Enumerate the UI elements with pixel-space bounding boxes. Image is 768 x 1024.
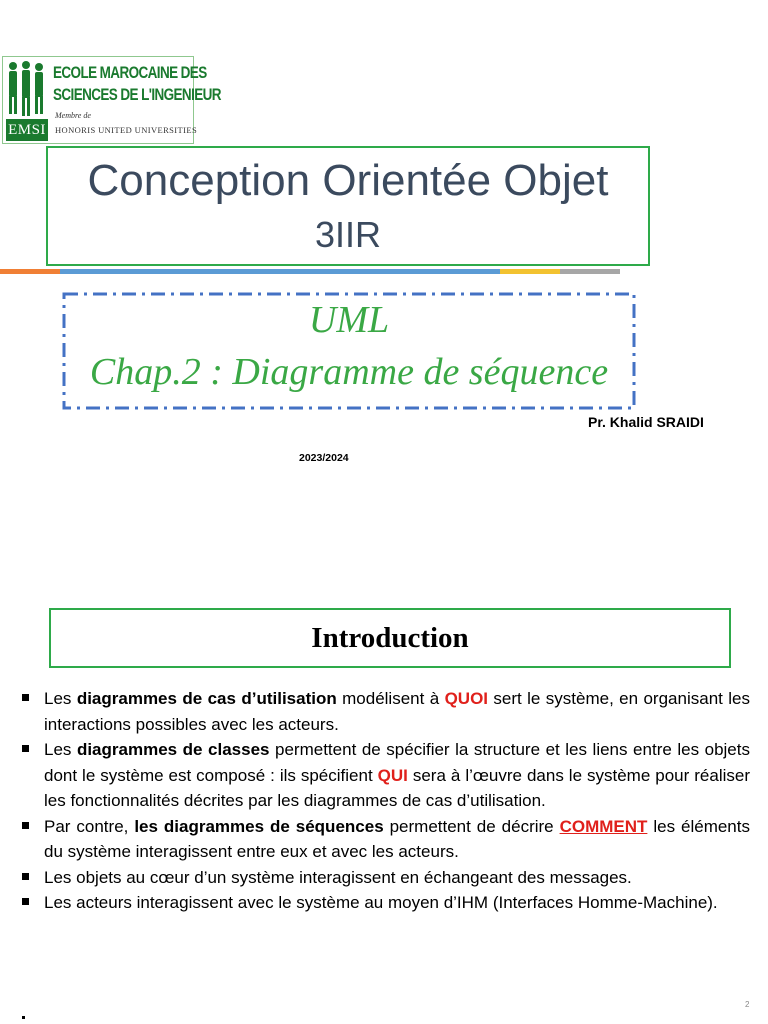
text-segment: les éléments du système interagissent entre eux et avec les acteurs.: [44, 816, 750, 861]
keyword-comment: COMMENT: [559, 816, 648, 836]
text-segment: Les acteurs interagissent avec le système au moyen d’IHM (Interfaces Homme-Machine).: [44, 893, 718, 912]
chapter-title-box: [62, 292, 636, 410]
uml-heading: UML: [308, 299, 390, 341]
text-segment: permettent de décrire: [383, 816, 560, 836]
keyword-qui: QUI: [377, 765, 408, 785]
bar-segment-blue: [60, 269, 500, 274]
text-segment: Les: [44, 740, 77, 759]
introduction-heading-box: [49, 608, 731, 668]
square-bullet-icon: [22, 873, 29, 880]
square-bullet-icon: [22, 745, 29, 752]
course-title: Conception Orientée Objet: [87, 156, 609, 205]
bold-term: les diagrammes de séquences: [134, 816, 384, 836]
list-item: [22, 865, 750, 891]
logo-school-name-line2: SCIENCES DE L'INGENIEUR: [53, 85, 221, 104]
author-name: Pr. Khalid SRAIDI: [588, 414, 704, 430]
bold-term: diagrammes de cas d’utilisation: [76, 689, 337, 708]
small-dot: [22, 1016, 25, 1019]
keyword-quoi: QUOI: [444, 689, 489, 708]
people-figures-icon: [6, 60, 46, 118]
text-segment: permettent de spécifier la structure et les liens entre les objets dont le système est composé : ils spécifient: [44, 740, 750, 785]
text-segment: sert le système, en organisant les interactions possibles avec les acteurs.: [44, 689, 750, 734]
course-level: 3IIR: [314, 214, 382, 255]
list-item: [22, 814, 750, 865]
emsi-badge: EMSI: [6, 119, 48, 141]
text-segment: Les objets au cœur d’un système interagissent en échangeant des messages.: [44, 867, 632, 887]
chapter-heading: Chap.2 : Diagramme de séquence: [89, 351, 609, 393]
school-logo: [2, 56, 221, 144]
introduction-title: Introduction: [311, 622, 469, 654]
square-bullet-icon: [22, 898, 29, 905]
text-segment: Les: [44, 689, 77, 708]
bar-segment-gray: [560, 269, 620, 274]
bar-segment-orange: [0, 269, 60, 274]
logo-honoris-text: HONORIS UNITED UNIVERSITIES: [55, 125, 198, 135]
list-item: [22, 737, 750, 814]
text-segment: Par contre,: [44, 816, 135, 836]
bold-term: diagrammes de classes: [76, 740, 270, 759]
list-item: [22, 686, 750, 737]
square-bullet-icon: [22, 694, 29, 701]
page-number: 2: [745, 1000, 750, 1009]
course-title-box: [46, 146, 650, 266]
text-segment: sera à l’œuvre dans le système pour réaliser les fonctionnalités décrites par les diagrammes de cas d’utilisation.: [44, 765, 750, 810]
square-bullet-icon: [22, 822, 29, 829]
text-segment: modélisent à: [336, 689, 445, 708]
bar-segment-yellow: [500, 269, 560, 274]
list-item: [22, 890, 750, 916]
decorative-color-bar: [0, 269, 620, 274]
logo-school-name-line1: ECOLE MAROCAINE DES: [53, 63, 207, 82]
logo-member-text: Membre de: [55, 111, 91, 120]
introduction-bullet-list: [22, 686, 750, 916]
academic-year: 2023/2024: [299, 452, 349, 464]
